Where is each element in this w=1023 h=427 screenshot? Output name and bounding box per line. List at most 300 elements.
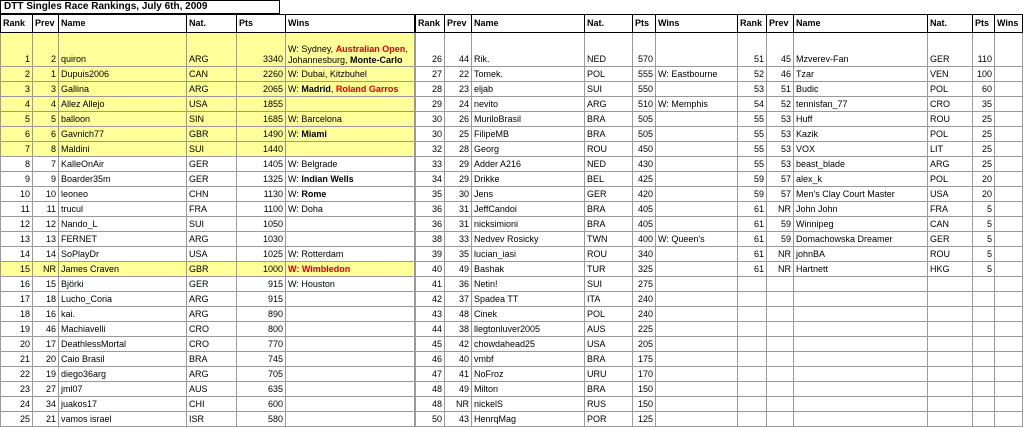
rank-cell[interactable]: 8 (1, 157, 33, 172)
nat-cell[interactable]: POL (585, 307, 633, 322)
nat-cell[interactable]: SIN (187, 112, 237, 127)
wins-cell[interactable] (656, 352, 738, 367)
empty-cell[interactable] (995, 367, 1023, 382)
prev-cell[interactable]: 15 (33, 277, 59, 292)
empty-cell[interactable] (928, 412, 973, 427)
pts-cell[interactable]: 3340 (237, 33, 286, 67)
rank-cell[interactable]: 59 (738, 172, 767, 187)
name-cell[interactable]: Tomek. (472, 67, 585, 82)
empty-cell[interactable] (794, 367, 928, 382)
empty-cell[interactable] (995, 397, 1023, 412)
nat-cell[interactable]: ROU (585, 247, 633, 262)
name-cell[interactable]: SoPlayDr (59, 247, 187, 262)
empty-cell[interactable] (995, 412, 1023, 427)
wins-cell[interactable] (286, 352, 415, 367)
name-cell[interactable]: lucian_iasi (472, 247, 585, 262)
name-cell[interactable]: Nedvev Rosicky (472, 232, 585, 247)
empty-cell[interactable] (794, 412, 928, 427)
pts-cell[interactable]: 5 (973, 247, 995, 262)
name-cell[interactable]: Dupuis2006 (59, 67, 187, 82)
nat-cell[interactable]: ARG (187, 82, 237, 97)
nat-cell[interactable]: BEL (585, 172, 633, 187)
wins-cell[interactable] (995, 232, 1023, 247)
rank-cell[interactable]: 6 (1, 127, 33, 142)
prev-cell[interactable]: 18 (33, 292, 59, 307)
pts-cell[interactable]: 800 (237, 322, 286, 337)
pts-cell[interactable]: 770 (237, 337, 286, 352)
pts-cell[interactable]: 430 (633, 157, 656, 172)
nat-cell[interactable]: ARG (928, 157, 973, 172)
name-cell[interactable]: quiron (59, 33, 187, 67)
nat-cell[interactable]: LIT (928, 142, 973, 157)
name-cell[interactable]: Netin! (472, 277, 585, 292)
prev-cell[interactable]: 45 (767, 33, 794, 67)
rank-cell[interactable]: 9 (1, 172, 33, 187)
empty-cell[interactable] (738, 412, 767, 427)
prev-cell[interactable]: 21 (33, 412, 59, 427)
prev-cell[interactable]: 59 (767, 232, 794, 247)
nat-cell[interactable]: BRA (187, 352, 237, 367)
rank-cell[interactable]: 55 (738, 142, 767, 157)
prev-cell[interactable]: 28 (445, 142, 472, 157)
wins-cell[interactable] (995, 202, 1023, 217)
wins-cell[interactable] (995, 67, 1023, 82)
empty-cell[interactable] (738, 307, 767, 322)
name-cell[interactable]: Cinek (472, 307, 585, 322)
rank-cell[interactable]: 22 (1, 367, 33, 382)
pts-cell[interactable]: 1100 (237, 202, 286, 217)
name-cell[interactable]: eljab (472, 82, 585, 97)
pts-cell[interactable]: 1325 (237, 172, 286, 187)
name-cell[interactable]: Gallina (59, 82, 187, 97)
rank-cell[interactable]: 5 (1, 112, 33, 127)
nat-cell[interactable]: POR (585, 412, 633, 427)
prev-cell[interactable]: 25 (445, 127, 472, 142)
prev-cell[interactable]: NR (767, 262, 794, 277)
prev-cell[interactable]: 30 (445, 187, 472, 202)
empty-cell[interactable] (738, 337, 767, 352)
empty-cell[interactable] (794, 382, 928, 397)
prev-cell[interactable]: 48 (445, 307, 472, 322)
rank-cell[interactable]: 27 (416, 67, 445, 82)
pts-cell[interactable]: 570 (633, 33, 656, 67)
wins-cell[interactable] (995, 187, 1023, 202)
name-cell[interactable]: diego36arg (59, 367, 187, 382)
wins-cell[interactable] (656, 337, 738, 352)
prev-cell[interactable]: 8 (33, 142, 59, 157)
prev-cell[interactable]: 6 (33, 127, 59, 142)
nat-cell[interactable]: URU (585, 367, 633, 382)
prev-cell[interactable]: 23 (445, 82, 472, 97)
prev-cell[interactable]: 17 (33, 337, 59, 352)
nat-cell[interactable]: GBR (187, 262, 237, 277)
prev-cell[interactable]: 49 (445, 262, 472, 277)
rank-cell[interactable]: 23 (1, 382, 33, 397)
rank-cell[interactable]: 36 (416, 202, 445, 217)
nat-cell[interactable]: POL (928, 172, 973, 187)
prev-cell[interactable]: 59 (767, 217, 794, 232)
prev-cell[interactable]: 57 (767, 187, 794, 202)
nat-cell[interactable]: ARG (585, 97, 633, 112)
name-cell[interactable]: Tzar (794, 67, 928, 82)
pts-header[interactable]: Pts (237, 15, 286, 33)
empty-cell[interactable] (767, 277, 794, 292)
name-cell[interactable]: NoFroz (472, 367, 585, 382)
prev-cell[interactable]: 49 (445, 382, 472, 397)
wins-cell[interactable] (286, 412, 415, 427)
name-header[interactable]: Name (794, 15, 928, 33)
name-cell[interactable]: Boarder35m (59, 172, 187, 187)
empty-cell[interactable] (973, 367, 995, 382)
prev-cell[interactable]: 31 (445, 202, 472, 217)
nat-cell[interactable]: USA (187, 247, 237, 262)
wins-cell[interactable] (656, 217, 738, 232)
name-cell[interactable]: Milton (472, 382, 585, 397)
nat-cell[interactable]: BRA (585, 352, 633, 367)
name-cell[interactable]: Men's Clay Court Master (794, 187, 928, 202)
empty-cell[interactable] (738, 397, 767, 412)
pts-cell[interactable]: 1000 (237, 262, 286, 277)
empty-cell[interactable] (767, 337, 794, 352)
pts-cell[interactable]: 1490 (237, 127, 286, 142)
rank-header[interactable]: Rank (416, 15, 445, 33)
empty-cell[interactable] (995, 277, 1023, 292)
pts-cell[interactable]: 405 (633, 217, 656, 232)
wins-cell[interactable] (656, 157, 738, 172)
name-header[interactable]: Name (472, 15, 585, 33)
rank-cell[interactable]: 10 (1, 187, 33, 202)
prev-cell[interactable]: 16 (33, 307, 59, 322)
nat-cell[interactable]: GER (928, 33, 973, 67)
wins-cell[interactable] (995, 127, 1023, 142)
nat-cell[interactable]: GER (187, 157, 237, 172)
rank-cell[interactable]: 47 (416, 367, 445, 382)
empty-cell[interactable] (973, 307, 995, 322)
name-cell[interactable]: Jens (472, 187, 585, 202)
empty-cell[interactable] (738, 322, 767, 337)
wins-cell[interactable] (286, 172, 415, 187)
nat-cell[interactable]: USA (928, 187, 973, 202)
nat-cell[interactable]: GER (187, 277, 237, 292)
pts-cell[interactable]: 2260 (237, 67, 286, 82)
wins-cell[interactable] (656, 127, 738, 142)
wins-cell[interactable] (286, 82, 415, 97)
prev-cell[interactable]: 52 (767, 97, 794, 112)
nat-cell[interactable]: ARG (187, 292, 237, 307)
wins-cell[interactable] (656, 82, 738, 97)
nat-cell[interactable]: ARG (187, 33, 237, 67)
prev-cell[interactable]: 19 (33, 367, 59, 382)
nat-cell[interactable]: HKG (928, 262, 973, 277)
rank-cell[interactable]: 20 (1, 337, 33, 352)
prev-cell[interactable]: 43 (445, 412, 472, 427)
empty-cell[interactable] (738, 367, 767, 382)
name-cell[interactable]: nevito (472, 97, 585, 112)
wins-cell[interactable] (656, 277, 738, 292)
empty-cell[interactable] (973, 412, 995, 427)
name-cell[interactable]: HenrqMag (472, 412, 585, 427)
rank-cell[interactable]: 24 (1, 397, 33, 412)
rank-cell[interactable]: 34 (416, 172, 445, 187)
empty-cell[interactable] (767, 367, 794, 382)
name-cell[interactable]: Allez Allejo (59, 97, 187, 112)
empty-cell[interactable] (973, 292, 995, 307)
prev-cell[interactable]: 33 (445, 232, 472, 247)
wins-cell[interactable] (286, 292, 415, 307)
rank-cell[interactable]: 61 (738, 262, 767, 277)
pts-cell[interactable]: 340 (633, 247, 656, 262)
prev-cell[interactable]: NR (767, 247, 794, 262)
pts-cell[interactable]: 555 (633, 67, 656, 82)
prev-cell[interactable]: 51 (767, 82, 794, 97)
empty-cell[interactable] (767, 352, 794, 367)
prev-cell[interactable]: 10 (33, 187, 59, 202)
prev-cell[interactable]: 38 (445, 322, 472, 337)
wins-cell[interactable] (995, 217, 1023, 232)
empty-cell[interactable] (767, 412, 794, 427)
pts-cell[interactable]: 5 (973, 232, 995, 247)
wins-cell[interactable] (656, 292, 738, 307)
name-cell[interactable]: JeffCandoi (472, 202, 585, 217)
empty-cell[interactable] (973, 277, 995, 292)
rank-cell[interactable]: 43 (416, 307, 445, 322)
pts-cell[interactable]: 2065 (237, 82, 286, 97)
rank-cell[interactable]: 40 (416, 262, 445, 277)
wins-cell[interactable] (286, 217, 415, 232)
nat-cell[interactable]: CHI (187, 397, 237, 412)
prev-cell[interactable]: 46 (767, 67, 794, 82)
prev-cell[interactable]: 11 (33, 202, 59, 217)
rank-cell[interactable]: 48 (416, 397, 445, 412)
nat-cell[interactable]: GBR (187, 127, 237, 142)
empty-cell[interactable] (794, 322, 928, 337)
wins-cell[interactable] (995, 97, 1023, 112)
name-cell[interactable]: Adder A216 (472, 157, 585, 172)
empty-cell[interactable] (928, 322, 973, 337)
pts-cell[interactable]: 420 (633, 187, 656, 202)
wins-cell[interactable] (286, 97, 415, 112)
prev-cell[interactable]: 53 (767, 157, 794, 172)
nat-cell[interactable]: NED (585, 157, 633, 172)
nat-cell[interactable]: ROU (928, 112, 973, 127)
prev-cell[interactable]: 29 (445, 157, 472, 172)
name-cell[interactable]: Maldini (59, 142, 187, 157)
wins-cell[interactable] (995, 172, 1023, 187)
name-cell[interactable]: Rik. (472, 33, 585, 67)
name-cell[interactable]: chowdahead25 (472, 337, 585, 352)
prev-header[interactable]: Prev (767, 15, 794, 33)
rank-cell[interactable]: 54 (738, 97, 767, 112)
prev-cell[interactable]: 7 (33, 157, 59, 172)
prev-cell[interactable]: 1 (33, 67, 59, 82)
empty-cell[interactable] (767, 307, 794, 322)
rank-cell[interactable]: 32 (416, 142, 445, 157)
empty-cell[interactable] (995, 307, 1023, 322)
pts-cell[interactable]: 1440 (237, 142, 286, 157)
nat-cell[interactable]: NED (585, 33, 633, 67)
empty-cell[interactable] (767, 397, 794, 412)
wins-header[interactable]: Wins (995, 15, 1023, 33)
empty-cell[interactable] (973, 382, 995, 397)
wins-cell[interactable] (286, 33, 415, 67)
name-cell[interactable]: DeathlessMortal (59, 337, 187, 352)
pts-cell[interactable]: 915 (237, 292, 286, 307)
rank-cell[interactable]: 25 (1, 412, 33, 427)
rank-cell[interactable]: 7 (1, 142, 33, 157)
pts-cell[interactable]: 915 (237, 277, 286, 292)
empty-cell[interactable] (738, 277, 767, 292)
name-cell[interactable]: Winnipeg (794, 217, 928, 232)
nat-cell[interactable]: TWN (585, 232, 633, 247)
wins-cell[interactable] (656, 232, 738, 247)
pts-cell[interactable]: 1030 (237, 232, 286, 247)
wins-cell[interactable] (656, 262, 738, 277)
name-cell[interactable]: nickelS (472, 397, 585, 412)
nat-cell[interactable]: AUS (585, 322, 633, 337)
name-cell[interactable]: vamos israel (59, 412, 187, 427)
empty-cell[interactable] (928, 337, 973, 352)
pts-cell[interactable]: 5 (973, 217, 995, 232)
rank-cell[interactable]: 2 (1, 67, 33, 82)
pts-cell[interactable]: 35 (973, 97, 995, 112)
wins-cell[interactable] (656, 412, 738, 427)
name-cell[interactable]: kai. (59, 307, 187, 322)
nat-cell[interactable]: BRA (585, 382, 633, 397)
nat-cell[interactable]: POL (928, 127, 973, 142)
wins-header[interactable]: Wins (286, 15, 415, 33)
rank-cell[interactable]: 35 (416, 187, 445, 202)
pts-cell[interactable]: 240 (633, 292, 656, 307)
name-cell[interactable]: FERNET (59, 232, 187, 247)
nat-header[interactable]: Nat. (187, 15, 237, 33)
rank-cell[interactable]: 52 (738, 67, 767, 82)
rank-cell[interactable]: 61 (738, 232, 767, 247)
prev-cell[interactable]: 53 (767, 112, 794, 127)
nat-header[interactable]: Nat. (585, 15, 633, 33)
name-cell[interactable]: jml07 (59, 382, 187, 397)
pts-cell[interactable]: 705 (237, 367, 286, 382)
name-cell[interactable]: James Craven (59, 262, 187, 277)
empty-cell[interactable] (794, 397, 928, 412)
pts-cell[interactable]: 100 (973, 67, 995, 82)
prev-cell[interactable]: 36 (445, 277, 472, 292)
empty-cell[interactable] (995, 337, 1023, 352)
wins-cell[interactable] (656, 33, 738, 67)
pts-cell[interactable]: 450 (633, 142, 656, 157)
pts-cell[interactable]: 1405 (237, 157, 286, 172)
wins-cell[interactable] (286, 127, 415, 142)
wins-cell[interactable] (656, 142, 738, 157)
nat-cell[interactable]: USA (187, 97, 237, 112)
empty-cell[interactable] (794, 337, 928, 352)
wins-cell[interactable] (656, 307, 738, 322)
rank-cell[interactable]: 45 (416, 337, 445, 352)
nat-cell[interactable]: SUI (187, 142, 237, 157)
rank-header[interactable]: Rank (1, 15, 33, 33)
empty-cell[interactable] (973, 322, 995, 337)
prev-cell[interactable]: 12 (33, 217, 59, 232)
pts-cell[interactable]: 25 (973, 157, 995, 172)
wins-cell[interactable] (995, 142, 1023, 157)
nat-cell[interactable]: ROU (928, 247, 973, 262)
pts-cell[interactable]: 1050 (237, 217, 286, 232)
empty-cell[interactable] (767, 382, 794, 397)
wins-cell[interactable] (286, 322, 415, 337)
nat-cell[interactable]: CAN (187, 67, 237, 82)
nat-cell[interactable]: CHN (187, 187, 237, 202)
pts-cell[interactable]: 890 (237, 307, 286, 322)
rank-cell[interactable]: 30 (416, 112, 445, 127)
empty-cell[interactable] (794, 292, 928, 307)
nat-cell[interactable]: ROU (585, 142, 633, 157)
pts-cell[interactable]: 505 (633, 127, 656, 142)
rank-cell[interactable]: 59 (738, 187, 767, 202)
empty-cell[interactable] (794, 352, 928, 367)
pts-cell[interactable]: 225 (633, 322, 656, 337)
pts-cell[interactable]: 150 (633, 382, 656, 397)
empty-cell[interactable] (794, 307, 928, 322)
name-cell[interactable]: Gavnich77 (59, 127, 187, 142)
wins-cell[interactable] (656, 97, 738, 112)
name-cell[interactable]: Mzverev-Fan (794, 33, 928, 67)
name-cell[interactable]: Lucho_Coria (59, 292, 187, 307)
rank-cell[interactable]: 26 (416, 33, 445, 67)
rank-header[interactable]: Rank (738, 15, 767, 33)
rank-cell[interactable]: 53 (738, 82, 767, 97)
rank-cell[interactable]: 19 (1, 322, 33, 337)
prev-cell[interactable]: 41 (445, 367, 472, 382)
wins-cell[interactable] (286, 262, 415, 277)
rank-cell[interactable]: 15 (1, 262, 33, 277)
nat-cell[interactable]: TUR (585, 262, 633, 277)
pts-cell[interactable]: 150 (633, 397, 656, 412)
pts-cell[interactable]: 25 (973, 142, 995, 157)
prev-cell[interactable]: 2 (33, 33, 59, 67)
rank-cell[interactable]: 61 (738, 202, 767, 217)
name-cell[interactable]: tennisfan_77 (794, 97, 928, 112)
rank-cell[interactable]: 48 (416, 382, 445, 397)
pts-cell[interactable]: 745 (237, 352, 286, 367)
name-cell[interactable]: balloon (59, 112, 187, 127)
empty-cell[interactable] (738, 352, 767, 367)
pts-cell[interactable]: 1685 (237, 112, 286, 127)
wins-header[interactable]: Wins (656, 15, 738, 33)
name-cell[interactable]: Domachowska Dreamer (794, 232, 928, 247)
pts-cell[interactable]: 580 (237, 412, 286, 427)
empty-cell[interactable] (928, 277, 973, 292)
pts-cell[interactable]: 600 (237, 397, 286, 412)
rank-cell[interactable]: 42 (416, 292, 445, 307)
name-cell[interactable]: MuriloBrasil (472, 112, 585, 127)
prev-cell[interactable]: 46 (33, 322, 59, 337)
wins-cell[interactable] (286, 277, 415, 292)
nat-cell[interactable]: ITA (585, 292, 633, 307)
name-cell[interactable]: Hartnett (794, 262, 928, 277)
rank-cell[interactable]: 21 (1, 352, 33, 367)
rank-cell[interactable]: 18 (1, 307, 33, 322)
pts-cell[interactable]: 325 (633, 262, 656, 277)
prev-cell[interactable]: 53 (767, 142, 794, 157)
pts-cell[interactable]: 205 (633, 337, 656, 352)
name-cell[interactable]: Kazik (794, 127, 928, 142)
prev-cell[interactable]: NR (767, 202, 794, 217)
wins-cell[interactable] (286, 157, 415, 172)
wins-cell[interactable] (286, 202, 415, 217)
nat-cell[interactable]: VEN (928, 67, 973, 82)
wins-cell[interactable] (286, 382, 415, 397)
wins-cell[interactable] (995, 157, 1023, 172)
wins-cell[interactable] (286, 112, 415, 127)
